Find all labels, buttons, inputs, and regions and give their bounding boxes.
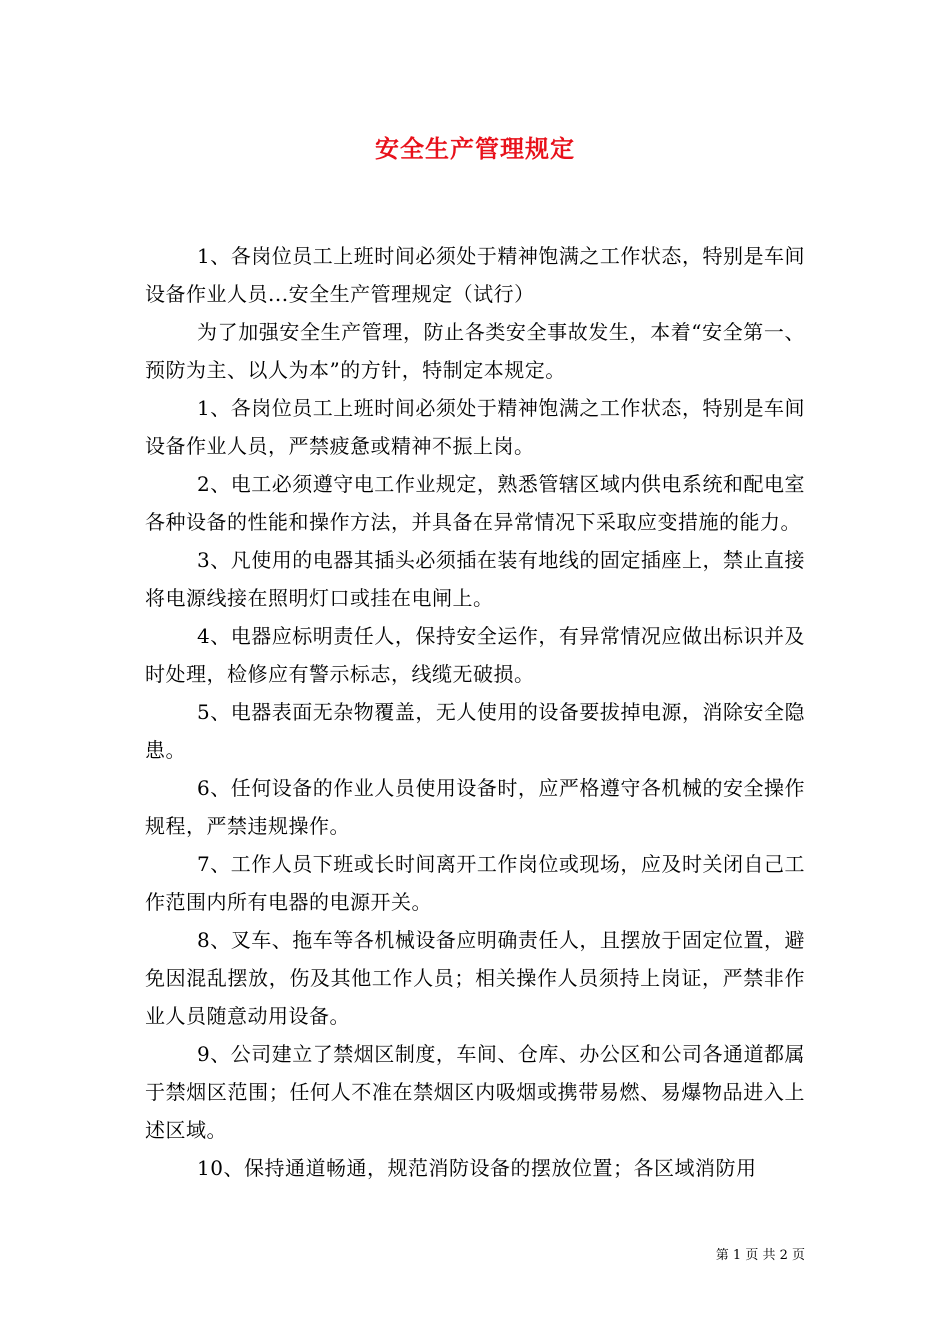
paragraph-rule-3: 3、凡使用的电器其插头必须插在装有地线的固定插座上，禁止直接将电源线接在照明灯口或挂在电闸上。 xyxy=(145,548,805,610)
paragraph-rule-8: 8、叉车、拖车等各机械设备应明确责任人，且摆放于固定位置，避免因混乱摆放，伤及其他工作人员；相关操作人员须持上岗证，严禁非作业人员随意动用设备。 xyxy=(145,928,805,1028)
paragraph-rule-7: 7、工作人员下班或长时间离开工作岗位或现场，应及时关闭自己工作范围内所有电器的电源开关。 xyxy=(145,852,805,914)
paragraph-rule-4: 4、电器应标明责任人，保持安全运作，有异常情况应做出标识并及时处理，检修应有警示标志，线缆无破损。 xyxy=(145,624,805,686)
document-body xyxy=(145,237,805,1187)
paragraph-rule-6: 6、任何设备的作业人员使用设备时，应严格遵守各机械的安全操作规程，严禁违规操作。 xyxy=(145,776,805,838)
paragraph-rule-10: 10、保持通道畅通，规范消防设备的摆放位置；各区域消防用 xyxy=(197,1156,757,1180)
paragraph-rule-5: 5、电器表面无杂物覆盖，无人使用的设备要拔掉电源，消除安全隐患。 xyxy=(145,700,805,762)
paragraph-rule-9: 9、公司建立了禁烟区制度，车间、仓库、办公区和公司各通道都属于禁烟区范围；任何人不准在禁烟区内吸烟或携带易燃、易爆物品进入上述区域。 xyxy=(145,1042,805,1142)
paragraph-rule-2: 2、电工必须遵守电工作业规定，熟悉管辖区域内供电系统和配电室各种设备的性能和操作方法，并具备在异常情况下采取应变措施的能力。 xyxy=(145,472,805,534)
paragraph-rule-1: 1、各岗位员工上班时间必须处于精神饱满之工作状态，特别是车间设备作业人员，严禁疲惫或精神不振上岗。 xyxy=(145,396,805,458)
document-title: 安全生产管理规定 xyxy=(375,134,575,163)
paragraph-intro-excerpt: 1、各岗位员工上班时间必须处于精神饱满之工作状态，特别是车间设备作业人员...安全生产管理规定（试行） xyxy=(145,244,805,306)
paragraph-purpose: 为了加强安全生产管理，防止各类安全事故发生，本着“安全第一、预防为主、以人为本”的方针，特制定本规定。 xyxy=(145,320,805,382)
page-number-footer: 第 1 页 共 2 页 xyxy=(715,1248,805,1263)
